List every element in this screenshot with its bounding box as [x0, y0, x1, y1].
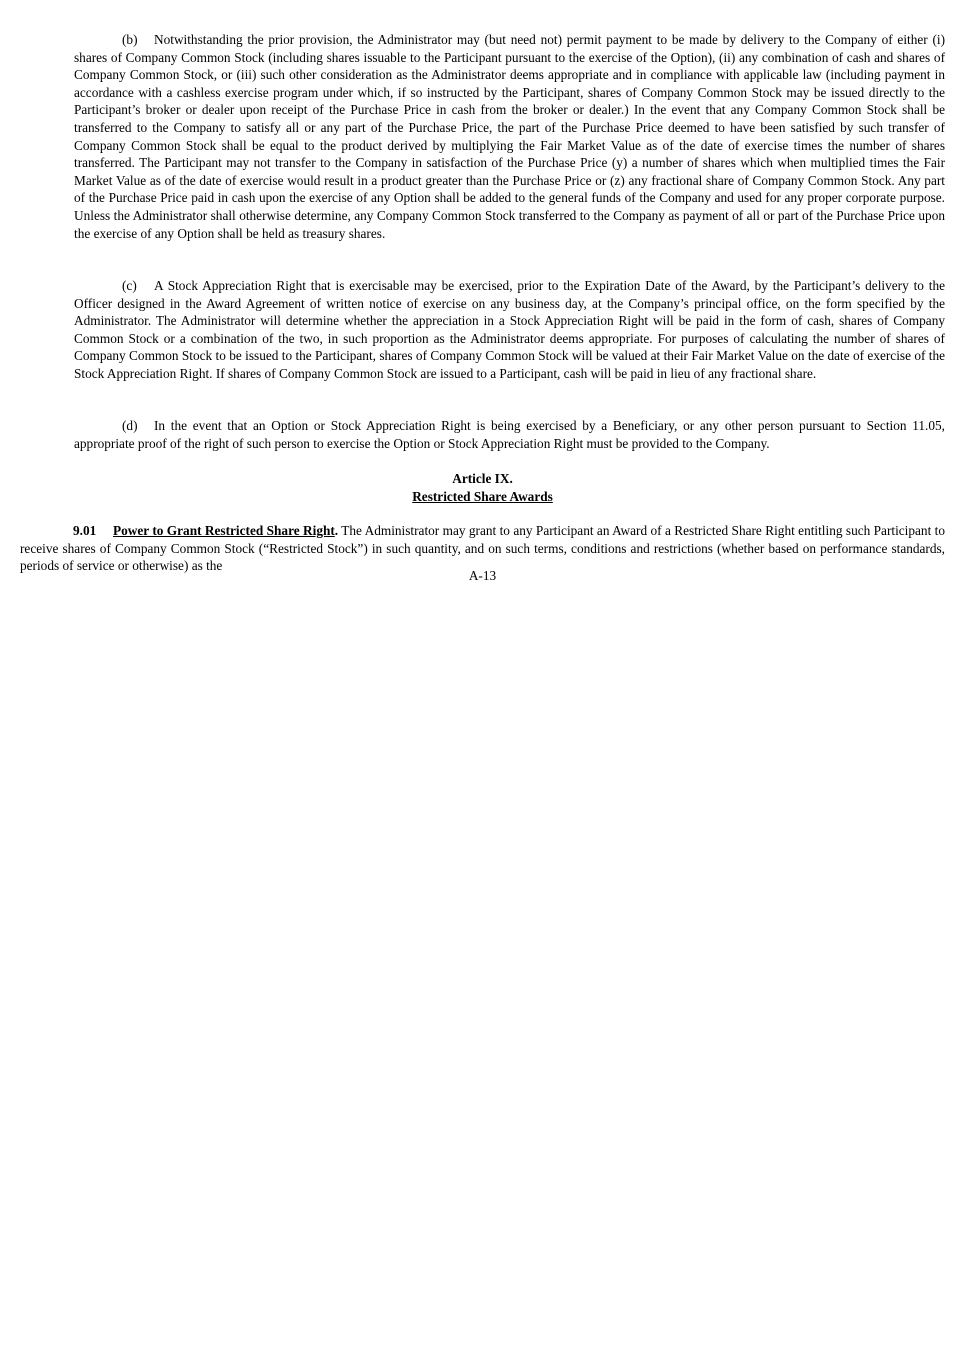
paragraph-b-marker: (b) [122, 32, 138, 47]
section-number: 9.01 [73, 523, 97, 538]
article-title: Restricted Share Awards [412, 488, 553, 504]
paragraph-d [74, 417, 945, 452]
page-number: A-13 [468, 568, 497, 583]
section-title: Power to Grant Restricted Share Right [113, 523, 335, 538]
paragraph-c [74, 277, 945, 383]
paragraph-b-text: Notwithstanding the prior provision, the Administrator may (but need not) permit payment to be made by delivery to the Company of either (i) shares of Company Common Stock (including shares issuable to the Participant pursuant to the exercise of the Option), (ii) any combination of cash and shares of Company Common Stock, or (iii) such other consideration as the Administrator deems appropriate and in compliance with applicable law (including payment in accordance with a cashless exercise program under which, if so instructed by the Participant, shares of Company Common Stock may be issued directly to the Participant’s broker or dealer upon receipt of the Purchase Price in cash from the broker or dealer.) In the event that any Company Common Stock shall be transferred to the Company to satisfy all or any part of the Purchase Price, the part of the Purchase Price deemed to have been satisfied by such transfer of Company Common Stock shall be equal to the product derived by multiplying the Fair Market Value as of the date of exercise times the number of shares transferred. The Participant may not transfer to the Company in satisfaction of the Purchase Price (y) a number of shares which when multiplied times the Fair Market Value as of the date of exercise would result in a product greater than the Purchase Price or (z) any fractional share of Company Common Stock. Any part of the Purchase Price paid in cash upon the exercise of any Option shall be added to the general funds of the Company and used for any proper corporate purpose. Unless the Administrator shall otherwise determine, any Company Common Stock transferred to the Company as payment of all or part of the Purchase Price upon the exercise of any Option shall be held as treasury shares. [74, 32, 945, 241]
paragraph-d-marker: (d) [122, 418, 138, 433]
section-title-period: . [334, 523, 339, 538]
article-heading [0, 470, 965, 505]
section-text: The Administrator may grant to any Participant an Award of a Restricted Share Right entitling such Participant to receive shares of Company Common Stock (“Restricted Stock”) in such quantity, and on such terms, conditions and restrictions (whether based on performance standards, periods of service or otherwise) as the [20, 523, 945, 574]
article-number: Article IX. [452, 471, 513, 486]
paragraph-b [74, 31, 945, 242]
paragraph-d-text: In the event that an Option or Stock Appreciation Right is being exercised by a Beneficiary, or any other person pursuant to Section 11.05, appropriate proof of the right of such person to exercise the Option or Stock Appreciation Right must be provided to the Company. [74, 418, 945, 451]
paragraph-c-marker: (c) [122, 278, 137, 293]
paragraph-c-text: A Stock Appreciation Right that is exercisable may be exercised, prior to the Expiration Date of the Award, by the Participant’s delivery to the Officer designed in the Award Agreement of written notice of exercise on any business day, at the Company’s principal office, on the form specified by the Administrator. The Administrator will determine whether the appreciation in a Stock Appreciation Right will be paid in the form of cash, shares of Company Common Stock or a combination of the two, in such proportion as the Administrator deems appropriate. For purposes of calculating the number of shares of Company Common Stock to be issued to the Participant, shares of Company Common Stock will be valued at their Fair Market Value on the date of exercise of the Stock Appreciation Right. If shares of Company Common Stock are issued to a Participant, cash will be paid in lieu of any fractional share. [74, 278, 945, 381]
